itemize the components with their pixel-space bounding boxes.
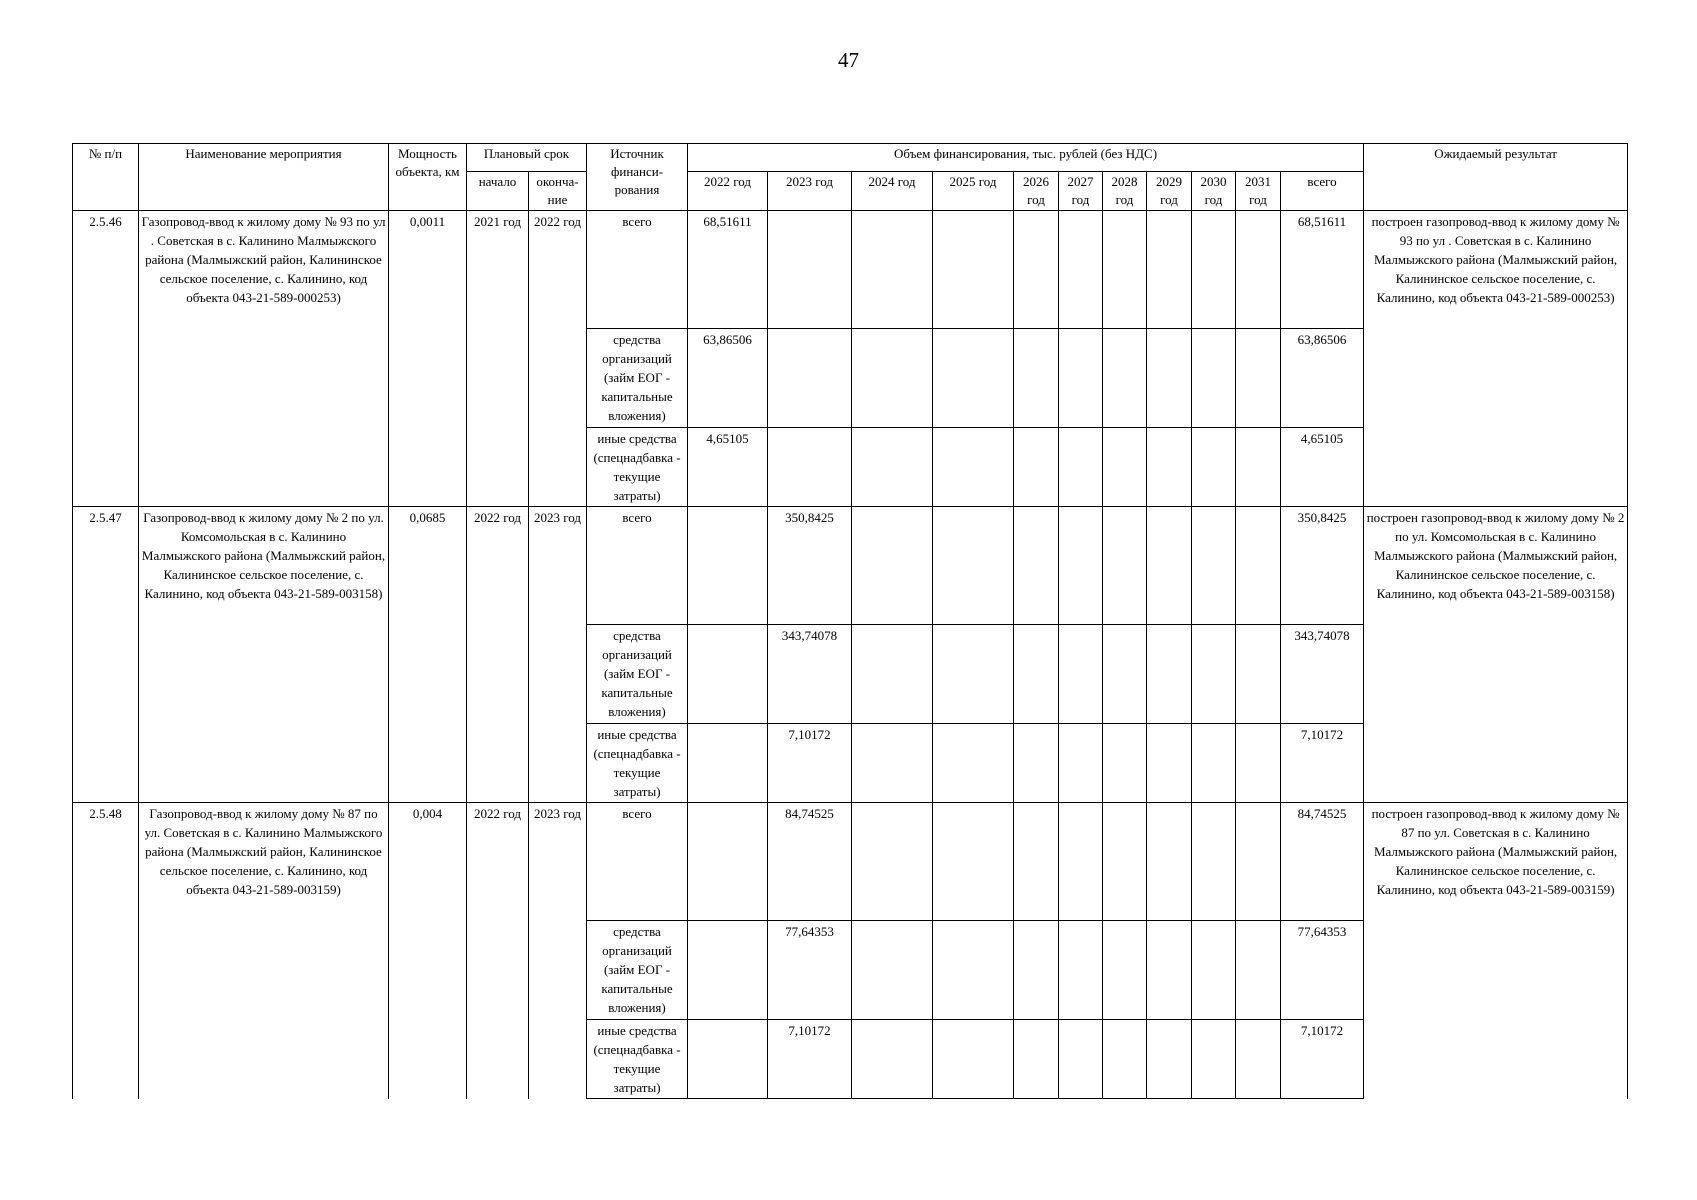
header-year-2028: 2028 год bbox=[1103, 172, 1147, 211]
source-label: иные средства (спецнадбавка - текущие затраты) bbox=[587, 724, 688, 803]
table-row bbox=[73, 507, 1628, 625]
row-num: 2.5.46 bbox=[73, 211, 139, 507]
row-num: 2.5.48 bbox=[73, 803, 139, 1099]
header-term: Плановый срок bbox=[467, 144, 587, 172]
row-start: 2022 год bbox=[467, 507, 529, 803]
row-end: 2023 год bbox=[529, 507, 587, 803]
value-2023: 350,8425 bbox=[768, 507, 852, 625]
value-2023 bbox=[768, 211, 852, 329]
value-2022 bbox=[688, 921, 768, 1020]
header-year-2030: 2030 год bbox=[1192, 172, 1236, 211]
row-end: 2022 год bbox=[529, 211, 587, 507]
header-name: Наименование мероприятия bbox=[139, 144, 389, 211]
row-name: Газопровод-ввод к жилому дому № 87 по ул. Советская в с. Калинино Малмыжского района (Малмыжский район, Калининское сельское поселение, с. Калинино, код объекта 043-21-589-003159) bbox=[139, 803, 389, 1099]
value-total: 4,65105 bbox=[1281, 428, 1364, 507]
row-end: 2023 год bbox=[529, 803, 587, 1099]
row-power: 0,0011 bbox=[389, 211, 467, 507]
table-row bbox=[73, 803, 1628, 921]
row-start: 2021 год bbox=[467, 211, 529, 507]
header-power: Мощность объекта, км bbox=[389, 144, 467, 211]
row-name: Газопровод-ввод к жилому дому № 93 по ул . Советская в с. Калинино Малмыжского района (Малмыжский район, Калининское сельское поселение, с. Калинино, код объекта 043-21-589-000253) bbox=[139, 211, 389, 507]
source-label: средства организаций (займ ЕОГ - капитальные вложения) bbox=[587, 625, 688, 724]
value-total: 68,51611 bbox=[1281, 211, 1364, 329]
value-2022: 4,65105 bbox=[688, 428, 768, 507]
header-term-start: начало bbox=[467, 172, 529, 211]
value-2023: 343,74078 bbox=[768, 625, 852, 724]
value-2022: 68,51611 bbox=[688, 211, 768, 329]
header-volume: Объем финансирования, тыс. рублей (без НДС) bbox=[688, 144, 1364, 172]
financing-table bbox=[72, 143, 1628, 1099]
value-2023: 77,64353 bbox=[768, 921, 852, 1020]
value-total: 77,64353 bbox=[1281, 921, 1364, 1020]
page-number: 47 bbox=[838, 48, 859, 72]
table-header bbox=[73, 144, 1628, 211]
value-total: 7,10172 bbox=[1281, 1020, 1364, 1099]
header-year-2026: 2026 год bbox=[1014, 172, 1059, 211]
row-result: построен газопровод-ввод к жилому дому № 2 по ул. Комсомольская в с. Калинино Малмыжского района (Малмыжский район, Калининское сельское поселение, с. Калинино, код объекта 043-21-589-003158) bbox=[1364, 507, 1628, 803]
header-year-2023: 2023 год bbox=[768, 172, 852, 211]
source-label: всего bbox=[587, 507, 688, 625]
table-row bbox=[73, 211, 1628, 329]
source-label: средства организаций (займ ЕОГ - капитальные вложения) bbox=[587, 921, 688, 1020]
value-2022 bbox=[688, 507, 768, 625]
header-num: № п/п bbox=[73, 144, 139, 211]
row-result: построен газопровод-ввод к жилому дому № 93 по ул . Советская в с. Калинино Малмыжского района (Малмыжский район, Калининское сельское поселение, с. Калинино, код объекта 043-21-589-000253) bbox=[1364, 211, 1628, 507]
header-total: всего bbox=[1281, 172, 1364, 211]
value-2022: 63,86506 bbox=[688, 329, 768, 428]
table-body bbox=[73, 211, 1628, 1099]
value-2023 bbox=[768, 329, 852, 428]
header-year-2025: 2025 год bbox=[933, 172, 1014, 211]
value-total: 350,8425 bbox=[1281, 507, 1364, 625]
value-2022 bbox=[688, 724, 768, 803]
header-term-end: оконча-ние bbox=[529, 172, 587, 211]
source-label: иные средства (спецнадбавка - текущие затраты) bbox=[587, 428, 688, 507]
value-total: 7,10172 bbox=[1281, 724, 1364, 803]
value-2023 bbox=[768, 428, 852, 507]
value-total: 84,74525 bbox=[1281, 803, 1364, 921]
value-total: 343,74078 bbox=[1281, 625, 1364, 724]
header-result: Ожидаемый результат bbox=[1364, 144, 1628, 211]
header-year-2027: 2027 год bbox=[1059, 172, 1103, 211]
value-2022 bbox=[688, 1020, 768, 1099]
header-year-2031: 2031 год bbox=[1236, 172, 1281, 211]
row-name: Газопровод-ввод к жилому дому № 2 по ул. Комсомольская в с. Калинино Малмыжского района (Малмыжский район, Калининское сельское поселение, с. Калинино, код объекта 043-21-589-003158) bbox=[139, 507, 389, 803]
row-num: 2.5.47 bbox=[73, 507, 139, 803]
header-year-2024: 2024 год bbox=[852, 172, 933, 211]
source-label: средства организаций (займ ЕОГ - капитальные вложения) bbox=[587, 329, 688, 428]
row-start: 2022 год bbox=[467, 803, 529, 1099]
value-2023: 84,74525 bbox=[768, 803, 852, 921]
row-result: построен газопровод-ввод к жилому дому № 87 по ул. Советская в с. Калинино Малмыжского района (Малмыжский район, Калининское сельское поселение, с. Калинино, код объекта 043-21-589-003159) bbox=[1364, 803, 1628, 1099]
value-total: 63,86506 bbox=[1281, 329, 1364, 428]
header-source: Источник финанси-рования bbox=[587, 144, 688, 211]
header-year-2022: 2022 год bbox=[688, 172, 768, 211]
value-2023: 7,10172 bbox=[768, 724, 852, 803]
value-2022 bbox=[688, 803, 768, 921]
source-label: всего bbox=[587, 803, 688, 921]
value-2022 bbox=[688, 625, 768, 724]
row-power: 0,0685 bbox=[389, 507, 467, 803]
header-year-2029: 2029 год bbox=[1147, 172, 1192, 211]
source-label: иные средства (спецнадбавка - текущие затраты) bbox=[587, 1020, 688, 1099]
row-power: 0,004 bbox=[389, 803, 467, 1099]
source-label: всего bbox=[587, 211, 688, 329]
value-2023: 7,10172 bbox=[768, 1020, 852, 1099]
